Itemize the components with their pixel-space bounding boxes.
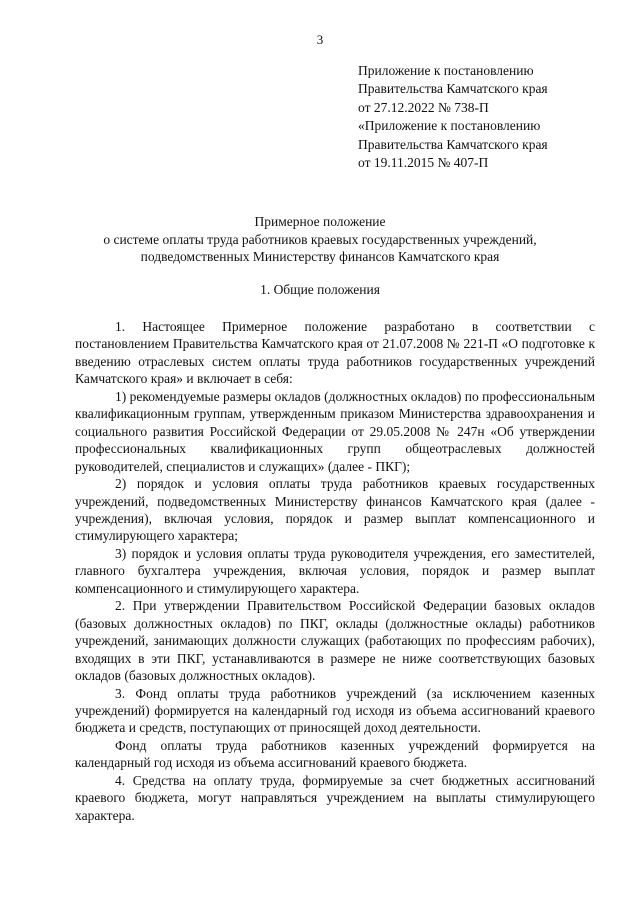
document-title xyxy=(40,213,600,266)
title-line: Примерное положение xyxy=(254,214,386,229)
approval-line: «Приложение к постановлению xyxy=(358,118,541,134)
paragraph: 2) порядок и условия оплаты труда работников краевых государственных учреждений, подведомственных Министерству финансов Камчатского края (далее - учреждения), включая условия, порядок и размер выплат компенсационного и стимулирующего характера; xyxy=(75,476,595,544)
approval-line: Правительства Камчатского края xyxy=(358,136,548,152)
approval-line: Правительства Камчатского края xyxy=(358,81,548,97)
approval-line: от 19.11.2015 № 407-П xyxy=(358,155,489,171)
approval-line: Приложение к постановлению xyxy=(358,63,534,78)
approval-line: от 27.12.2022 № 738-П xyxy=(358,99,489,115)
paragraph: 3. Фонд оплаты труда работников учреждений (за исключением казенных учреждений) формируется на календарный год исходя из объема ассигнований краевого бюджета и средств, поступающих от приносящей доход деятельности. xyxy=(75,685,595,736)
paragraph: 3) порядок и условия оплаты труда руководителя учреждения, его заместителей, главного бухгалтера учреждения, включая условия, порядок и размер выплат компенсационного и стимулирующего характера. xyxy=(75,545,595,596)
title-line: о системе оплаты труда работников краевых государственных учреждений, xyxy=(103,231,537,247)
paragraph: 1. Настоящее Примерное положение разработано в соответствии с постановлением Правительства Камчатского края от 21.07.2008 № 221-П «О подготовке к введению отраслевых систем оплаты труда работников государственных учреждений Камчатского края» и включает в себя: xyxy=(75,319,595,387)
paragraph: 4. Средства на оплату труда, формируемые за счет бюджетных ассигнований краевого бюджета, могут направляться учреждением на выплаты стимулирующего характера. xyxy=(75,772,595,823)
paragraph: 2. При утверждении Правительством Российской Федерации базовых окладов (базовых должностных окладов) по ПКГ, оклады (должностные оклады) работников учреждений, занимающих должности служащих (работающих по профессиям рабочих), входящих в эти ПКГ, устанавливаются в размере не ниже соответствующих базовых окладов (базовых должностных окладов). xyxy=(75,598,595,684)
paragraph: 1) рекомендуемые размеры окладов (должностных окладов) по профессиональным квалификационным группам, утвержденным приказом Министерства здравоохранения и социального развития Российской Федерации от 29.05.2008 № 247н «Об утверждении профессиональных квалификационных групп общеотраслевых должностей руководителей, специалистов и служащих» (далее - ПКГ); xyxy=(75,388,595,474)
page-number: 3 xyxy=(316,32,324,47)
approval-block xyxy=(358,62,608,172)
section-heading: 1. Общие положения xyxy=(260,282,380,297)
document-body xyxy=(75,318,595,824)
title-line: подведомственных Министерству финансов Камчатского края xyxy=(140,249,500,265)
paragraph: Фонд оплаты труда работников казенных учреждений формируется на календарный год исходя из объема ассигнований краевого бюджета. xyxy=(75,737,595,771)
